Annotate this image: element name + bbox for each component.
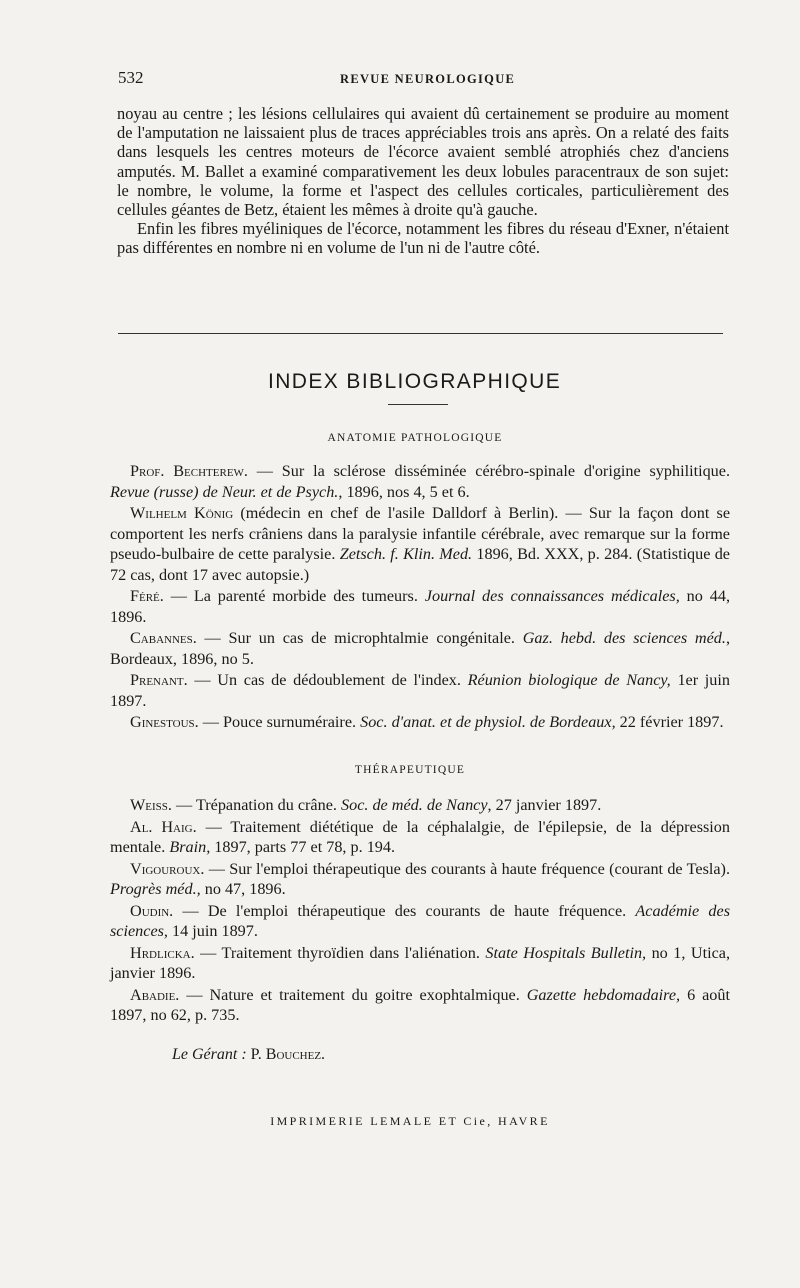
bibliography-entry	[110, 503, 730, 585]
bibliography-entry	[110, 628, 730, 669]
entry-text: — Un cas de dédoublement de l'index.	[187, 671, 468, 689]
entries-therapeutique	[110, 795, 730, 1027]
entry-author: Prenant.	[130, 671, 188, 689]
section-heading-therapeutique: THÉRAPEUTIQUE	[354, 764, 466, 776]
entry-details: 14 juin 1897.	[167, 922, 258, 940]
entry-source: Zetsch. f. Klin. Med.	[339, 545, 473, 563]
body-paragraph: Enfin les fibres myéliniques de l'écorce, notamment les fibres du réseau d'Exner, n'étaient pas différentes en nombre ni en volume de l'un ni de l'autre côté.	[117, 219, 729, 258]
bibliography-entry	[110, 985, 730, 1026]
entry-author: Féré.	[130, 587, 164, 605]
entry-details: 6 août 1897, no 62, p. 735.	[110, 985, 730, 1024]
entry-author: Cabannes.	[130, 629, 197, 647]
page-header	[118, 68, 730, 90]
entry-source: Journal des connaissances médicales,	[424, 587, 680, 605]
entry-author: Wilhelm König	[130, 504, 234, 522]
bibliography-entry	[110, 586, 730, 627]
index-title: INDEX BIBLIOGRAPHIQUE	[268, 370, 562, 393]
running-title: REVUE NEUROLOGIQUE	[340, 72, 516, 86]
entry-source: Soc. de méd. de Nancy	[341, 796, 488, 814]
entry-text: — La parenté morbide des tumeurs.	[163, 587, 425, 605]
entry-text: — Traitement thyroïdien dans l'aliénation.	[194, 943, 486, 962]
entry-author: Al. Haig.	[130, 817, 197, 836]
entry-text: — Nature et traitement du goitre exophtalmique.	[179, 985, 527, 1004]
bibliography-entry	[110, 901, 730, 942]
gerant-name: P. Bouchez.	[250, 1046, 326, 1063]
entry-author: Abadie.	[130, 985, 180, 1004]
entry-details: 1897, parts 77 et 78, p. 194.	[210, 838, 396, 856]
gerant-label: Le Gérant :	[172, 1046, 247, 1063]
entry-author: Hrdlicka.	[130, 943, 195, 962]
bibliography-entry	[110, 461, 730, 502]
entry-details: , Bordeaux, 1896, no 5.	[110, 629, 730, 668]
entry-details: 22 février 1897.	[615, 713, 724, 731]
article-body	[117, 104, 729, 258]
entry-source: Réunion biologique de Nancy,	[467, 671, 671, 689]
entry-author: Ginestous.	[130, 713, 199, 731]
bibliography-entry	[110, 817, 730, 858]
entry-source: Soc. d'anat. et de physiol. de Bordeaux,	[360, 713, 616, 731]
page-number: 532	[118, 68, 144, 87]
title-underline	[388, 404, 448, 405]
entry-source: State Hospitals Bulletin,	[485, 943, 647, 962]
entry-details: , 1896, nos 4, 5 et 6.	[338, 482, 470, 501]
entry-source: Revue (russe) de Neur. et de Psych.	[110, 482, 339, 501]
bibliography-entry	[110, 943, 730, 984]
entry-details: 1er juin 1897.	[110, 671, 730, 710]
entry-details: no 47, 1896.	[200, 880, 286, 898]
entry-author: Oudin.	[130, 901, 174, 920]
entry-author: Vigouroux.	[130, 859, 205, 878]
gerant-line	[172, 1046, 325, 1064]
body-paragraph: noyau au centre ; les lésions cellulaires qui avaient dû certainement se produire au moment de l'amputation ne laissaient plus de traces appréciables trois ans après. On a relaté des faits dans lesquels les centres moteurs de l'écorce avaient semblé atrophiés chez d'anciens amputés. M. Ballet a examiné comparativement les deux lobules paracentraux de son sujet: le nombre, le volume, la forme et l'aspect des cellules corticales, particulièrement des cellules géantes de Betz, étaient les mêmes à droite qu'à gauche.	[117, 104, 729, 220]
bibliography-entry	[110, 712, 730, 733]
entry-text: — Sur la sclérose disséminée cérébro-spinale d'origine syphilitique.	[247, 462, 730, 480]
section-heading-anatomie: ANATOMIE PATHOLOGIQUE	[327, 432, 503, 444]
entry-author: Weiss.	[130, 796, 172, 814]
entry-text: — Sur l'emploi thérapeutique des courants à haute fréquence (courant de Tesla).	[204, 859, 730, 878]
entry-details: 1896, Bd. XXX, p. 284. (Statistique de 72 cas, dont 17 avec autopsie.)	[110, 545, 730, 584]
entry-text: — Pouce surnuméraire.	[198, 713, 361, 731]
entry-source: Gaz. hebd. des sciences méd.	[522, 629, 726, 647]
entries-anatomie	[110, 461, 730, 734]
entry-source: Académie des sciences,	[110, 901, 730, 940]
entry-text: — Traitement diététique de la céphalalgie, de l'épilepsie, de la dépression mentale.	[110, 817, 730, 856]
entry-details: , 27 janvier 1897.	[487, 796, 602, 814]
entry-details: no 1, Utica, janvier 1896.	[110, 943, 730, 982]
bibliography-entry	[110, 859, 730, 900]
bibliography-entry	[110, 795, 730, 816]
section-divider	[118, 333, 723, 334]
entry-source: Progrès méd.,	[110, 880, 201, 898]
entry-source: Brain,	[169, 838, 211, 856]
entry-text: — Trépanation du crâne.	[171, 796, 341, 814]
entry-details: no 44, 1896.	[110, 587, 730, 626]
entry-author: Prof. Bechterew.	[130, 462, 248, 480]
printer-imprint: IMPRIMERIE LEMALE ET Cie, HAVRE	[270, 1114, 550, 1128]
bibliography-entry	[110, 670, 730, 711]
entry-text: — Sur un cas de microphtalmie congénitale.	[196, 629, 523, 647]
entry-source: Gazette hebdomadaire,	[526, 985, 681, 1004]
entry-text: (médecin en chef de l'asile Dalldorf à Berlin). — Sur la façon dont se comportent les nerfs crâniens dans la paralysie infantile cérébrale, avec remarque sur la forme pseudo-bulbaire de cette paralysie.	[110, 504, 730, 563]
entry-text: — De l'emploi thérapeutique des courants de haute fréquence.	[173, 901, 636, 920]
